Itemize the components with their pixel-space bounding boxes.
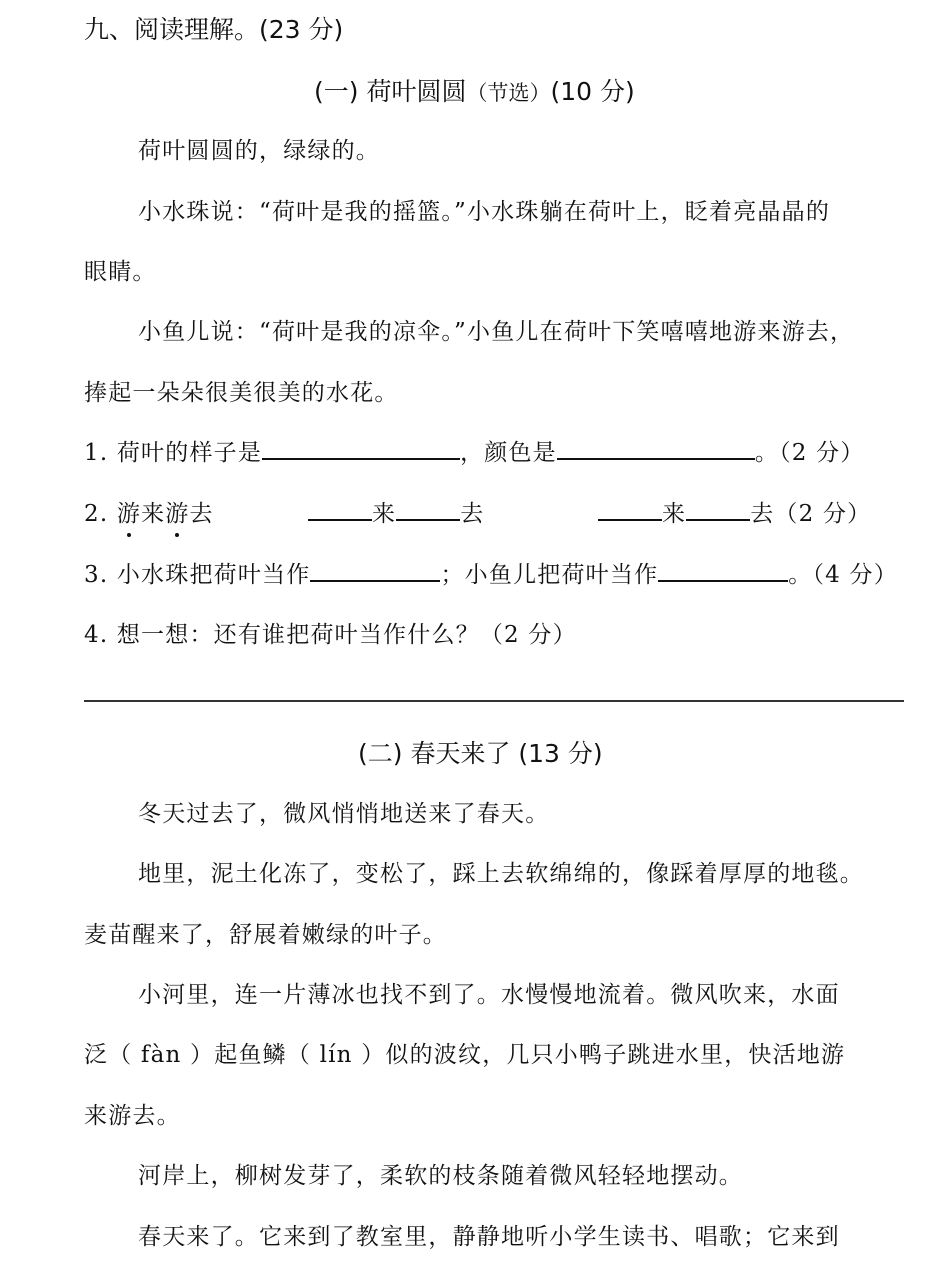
passage1-title-score: (10 分) [550,77,635,106]
question-4: 4. 想一想：还有谁把荷叶当作什么？（2 分） [84,622,577,648]
passage1-paragraph: 小水珠说：“荷叶是我的摇篮。”小水珠躺在荷叶上，眨着亮晶晶的 [138,199,831,225]
question-2-lai-b: 来 [662,501,687,527]
passage2-paragraph: 小河里，连一片薄冰也找不到了。水慢慢地流着。微风吹来，水面 [138,982,840,1008]
passage2-title: (二) 春天来了 (13 分) [358,739,603,768]
question-1-shape-blank[interactable] [262,436,460,460]
question-2-char-you-2: 游 [165,495,189,528]
question-2-pattern-a [308,495,484,528]
question-3-blank-water-drop[interactable] [310,558,440,582]
question-2-qu-b: 去 [750,501,775,527]
question-2-lai-a: 来 [372,501,397,527]
question-2-blank-a1[interactable] [308,497,372,521]
section-title: 九、阅读理解。(23 分) [84,15,344,44]
passage1-paragraph: 荷叶圆圆的，绿绿的。 [138,138,380,164]
passage2-paragraph: 地里，泥土化冻了，变松了，踩上去软绵绵的，像踩着厚厚的地毯。 [138,861,864,887]
passage2-paragraph: 麦苗醒来了，舒展着嫩绿的叶子。 [84,922,447,948]
question-3 [84,556,898,589]
question-2-blank-a2[interactable] [396,497,460,521]
question-1-mid: ，颜色是 [460,440,557,466]
question-2-char-lai: 来 [141,501,166,527]
question-3-blank-fish[interactable] [658,558,788,582]
question-2-blank-b2[interactable] [686,497,750,521]
question-1-color-blank[interactable] [557,436,755,460]
passage2-paragraph: 冬天过去了，微风悄悄地送来了春天。 [138,801,550,827]
question-2-score: （2 分） [774,501,872,527]
passage2-paragraph: 来游去。 [84,1103,181,1129]
question-1-suffix: 。（2 分） [754,440,865,466]
question-2-number: 2. [84,501,117,527]
question-3-mid: ；小鱼儿把荷叶当作 [440,562,659,588]
passage2-paragraph: 河岸上，柳树发芽了，柔软的枝条随着微风轻轻地摆动。 [138,1163,743,1189]
question-2-pattern-b [598,495,871,528]
passage1-paragraph: 捧起一朵朵很美很美的水花。 [84,380,399,406]
passage1-paragraph: 小鱼儿说：“荷叶是我的凉伞。”小鱼儿在荷叶下笑嘻嘻地游来游去， [138,319,855,345]
question-2-char-qu: 去 [189,501,214,527]
passage2-paragraph: 泛（ fàn ）起鱼鳞（ lín ）似的波纹，几只小鸭子跳进水里，快活地游 [84,1042,846,1068]
passage1-title-note: （节选） [466,81,551,105]
question-2-char-you-1: 游 [117,495,141,528]
section-divider [84,700,904,702]
question-2 [84,495,214,528]
question-1-prefix: 1. 荷叶的样子是 [84,440,263,466]
question-1 [84,434,865,467]
passage1-title [314,72,635,108]
passage1-paragraph: 眼睛。 [84,259,157,285]
question-2-blank-b1[interactable] [598,497,662,521]
question-2-qu-a: 去 [460,501,485,527]
passage1-title-main: (一) 荷叶圆圆 [314,77,467,106]
question-3-suffix: 。（4 分） [788,562,898,588]
passage2-paragraph: 春天来了。它来到了教室里，静静地听小学生读书、唱歌；它来到 [138,1224,840,1250]
question-3-prefix: 3. 小水珠把荷叶当作 [84,562,311,588]
